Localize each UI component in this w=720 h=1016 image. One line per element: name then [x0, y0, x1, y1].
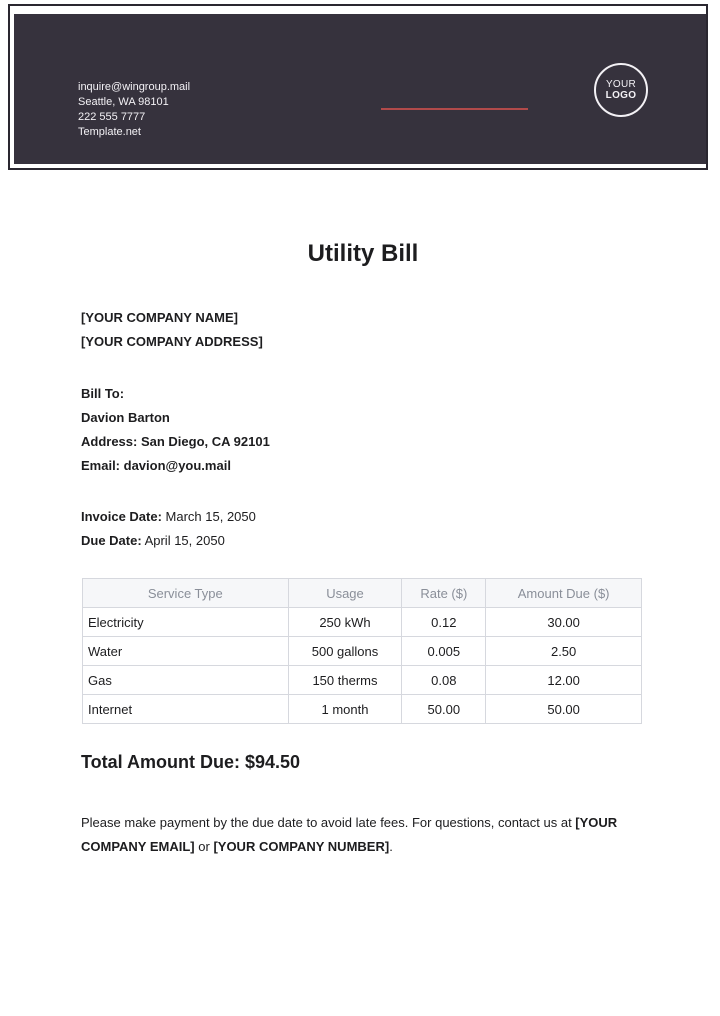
- table-row: [83, 666, 642, 695]
- cell-amount: 12.00: [486, 666, 642, 695]
- cell-amount: 30.00: [486, 608, 642, 637]
- contact-phone: 222 555 7777: [78, 111, 146, 123]
- due-date-value: April 15, 2050: [141, 533, 225, 548]
- invoice-date: [81, 505, 256, 529]
- cell-service: Internet: [83, 695, 289, 724]
- cell-service: Electricity: [83, 608, 289, 637]
- header-service-type: Service Type: [83, 579, 289, 608]
- cell-usage: 150 therms: [288, 666, 402, 695]
- table-row: [83, 695, 642, 724]
- contact-email: inquire@wingroup.mail: [78, 81, 191, 93]
- note-company-number: [YOUR COMPANY NUMBER]: [213, 839, 390, 854]
- bill-table: [82, 578, 642, 724]
- cell-rate: 50.00: [402, 695, 486, 724]
- header-usage: Usage: [288, 579, 402, 608]
- dates-block: [81, 505, 256, 553]
- cell-service: Gas: [83, 666, 289, 695]
- contact-website: Template.net: [78, 126, 141, 138]
- due-date: [81, 529, 256, 553]
- note-text: Please make payment by the due date to avoid late fees. For questions, contact us at: [81, 815, 576, 830]
- bill-to-email: Email: davion@you.mail: [81, 458, 231, 473]
- due-date-label: Due Date:: [81, 533, 142, 548]
- cell-amount: 50.00: [486, 695, 642, 724]
- cell-rate: 0.005: [402, 637, 486, 666]
- total-amount-due: Total Amount Due: $94.50: [81, 752, 301, 772]
- header-rate: Rate ($): [402, 579, 486, 608]
- note-or: or: [194, 839, 214, 854]
- table-row: [83, 637, 642, 666]
- company-name: [YOUR COMPANY NAME]: [81, 310, 238, 325]
- logo-text-bottom: LOGO: [605, 90, 637, 101]
- cell-amount: 2.50: [486, 637, 642, 666]
- bill-to-name: Davion Barton: [81, 410, 170, 425]
- cell-usage: 250 kWh: [288, 608, 402, 637]
- cell-usage: 1 month: [288, 695, 402, 724]
- bill-to-address: Address: San Diego, CA 92101: [81, 434, 270, 449]
- header-amount-due: Amount Due ($): [486, 579, 642, 608]
- cell-rate: 0.12: [402, 608, 486, 637]
- logo-text-top: YOUR: [605, 79, 637, 90]
- document-title: Utility Bill: [307, 240, 419, 267]
- cell-service: Water: [83, 637, 289, 666]
- cell-usage: 500 gallons: [288, 637, 402, 666]
- invoice-date-value: March 15, 2050: [161, 509, 256, 524]
- note-company-email: [YOUR COMPANY EMAIL]: [81, 815, 618, 854]
- table-row: [83, 608, 642, 637]
- bill-to-label: Bill To:: [81, 386, 125, 401]
- company-block: [81, 306, 263, 354]
- payment-note: [81, 811, 641, 859]
- contact-info: [78, 80, 190, 140]
- invoice-date-label: Invoice Date:: [81, 509, 162, 524]
- cell-rate: 0.08: [402, 666, 486, 695]
- table-header-row: [83, 579, 642, 608]
- accent-divider: [381, 108, 528, 110]
- note-end: .: [389, 839, 393, 854]
- company-address: [YOUR COMPANY ADDRESS]: [81, 334, 263, 349]
- company-logo: [594, 63, 648, 117]
- bill-to-block: [81, 382, 270, 478]
- contact-address: Seattle, WA 98101: [78, 96, 169, 108]
